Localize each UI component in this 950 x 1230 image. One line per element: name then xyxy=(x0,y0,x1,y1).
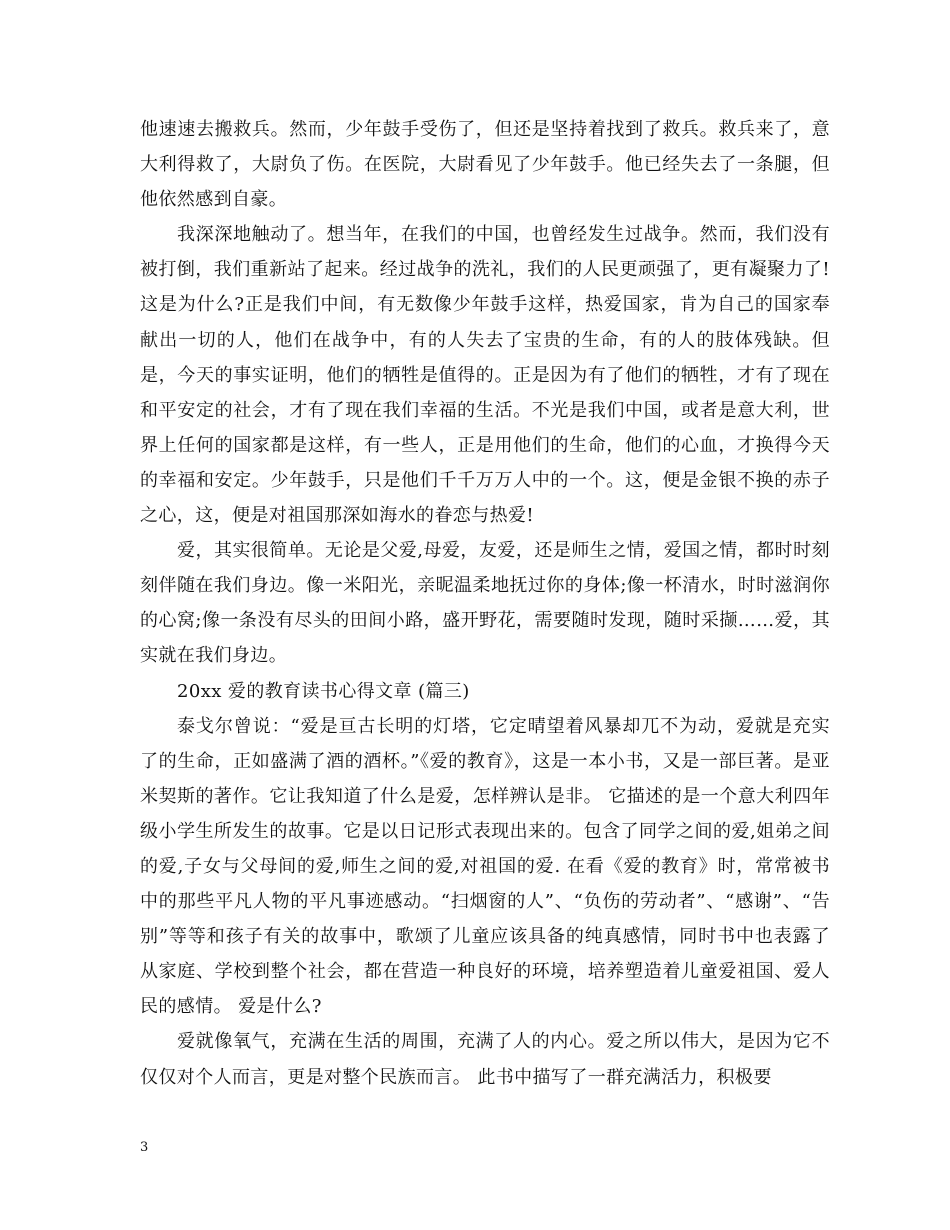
paragraph: 爱就像氧气，充满在生活的周围，充满了人的内心。爱之所以伟大，是因为它不仅仅对个人而言，更是对整个民族而言。 此书中描写了一群充满活力，积极要 xyxy=(140,1031,830,1088)
section-heading: 20xx 爱的教育读书心得文章 (篇三) xyxy=(177,680,470,702)
paragraph-continued: 他速速去搬救兵。然而，少年鼓手受伤了，但还是坚持着找到了救兵。救兵来了，意大利得救了，大尉负了伤。在医院，大尉看见了少年鼓手。他已经失去了一条腿，但他依然感到自豪。 xyxy=(140,119,830,211)
paragraph: 爱，其实很简单。无论是父爱,母爱，友爱，还是师生之情，爱国之情，都时时刻刻伴随在我们身边。像一米阳光，亲昵温柔地抚过你的身体;像一杯清水，时时滋润你的心窝;像一条没有尽头的田间小路，盛开野花，需要随时发现，随时采撷……爱，其实就在我们身边。 xyxy=(140,540,830,667)
page-number: 3 xyxy=(140,1140,149,1155)
paragraph: 我深深地触动了。想当年，在我们的中国，也曾经发生过战争。然而，我们没有被打倒，我们重新站了起来。经过战争的洗礼，我们的人民更顽强了，更有凝聚力了!这是为什么?正是我们中间，有无数像少年鼓手这样，热爱国家，肯为自己的国家奉献出一切的人，他们在战争中，有的人失去了宝贵的生命，有的人的肢体残缺。但是，今天的事实证明，他们的牺牲是值得的。正是因为有了他们的牺牲，才有了现在和平安定的社会，才有了现在我们幸福的生活。不光是我们中国，或者是意大利，世界上任何的国家都是这样，有一些人，正是用他们的生命，他们的心血，才换得今天的幸福和安定。少年鼓手，只是他们千千万万人中的一个。这，便是金银不换的赤子之心，这，便是对祖国那深如海水的眷恋与热爱! xyxy=(140,224,830,527)
paragraph: 泰戈尔曾说：“爱是亘古长明的灯塔，它定晴望着风暴却兀不为动，爱就是充实了的生命，正如盛满了酒的酒杯。”《爱的教育》，这是一本小书，又是一部巨著。是亚米契斯的著作。它让我知道了什么是爱，怎样辨认是非。 它描述的是一个意大利四年级小学生所发生的故事。它是以日记形式表现出来的。包含了同学之间的爱,姐弟之间的爱,子女与父母间的爱,师生之间的爱,对祖国的爱. 在看《爱的教育》时，常常被书中的那些平凡人物的平凡事迹感动。“扫烟窗的人”、“负伤的劳动者”、“感谢”、“告别”等等和孩子有关的故事中，歌颂了儿童应该具备的纯真感情，同时书中也表露了从家庭、学校到整个社会，都在营造一种良好的环境，培养塑造着儿童爱祖国、爱人民的感情。 爱是什么? xyxy=(140,715,830,1018)
document-body xyxy=(140,112,830,1095)
